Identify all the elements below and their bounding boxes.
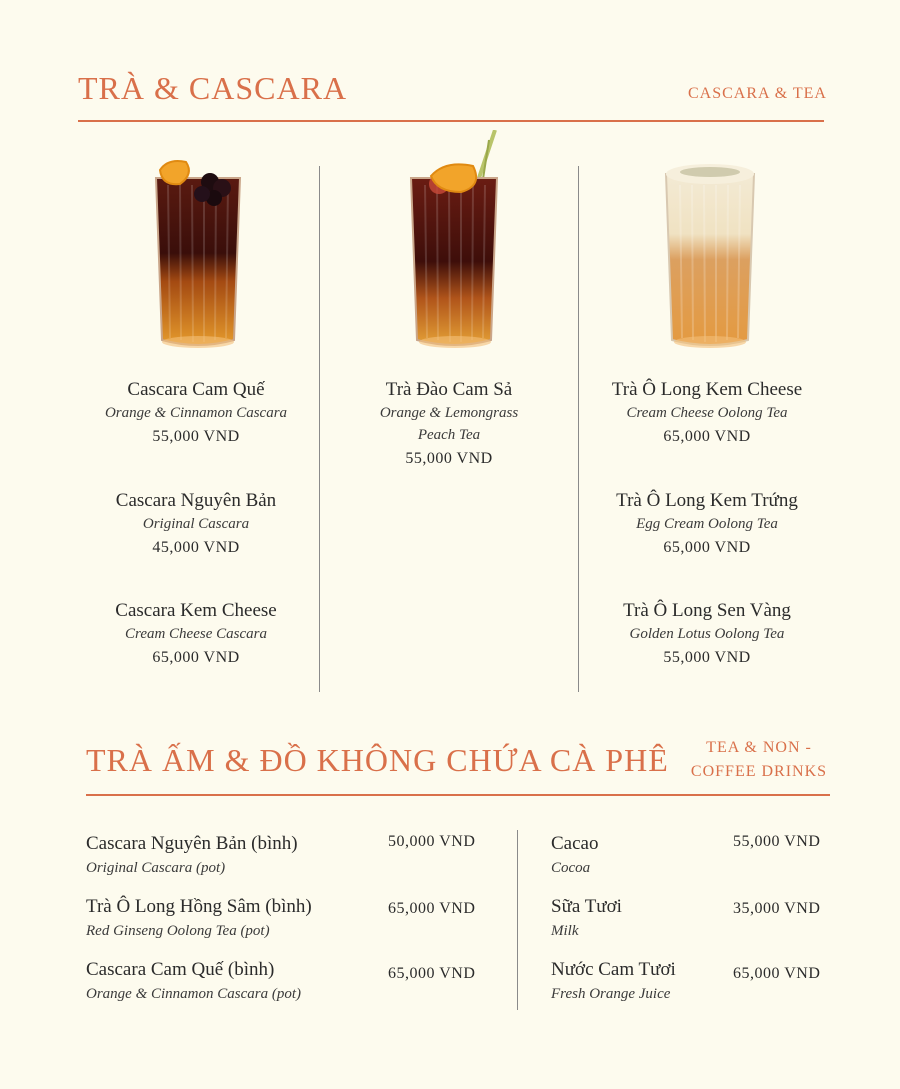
item-english-name-line2: Peach Tea xyxy=(417,427,481,443)
item-name: Cascara Nguyên Bản xyxy=(115,490,277,511)
item-english-name: Red Ginseng Oolong Tea (pot) xyxy=(86,923,270,939)
item-price: 65,000 VND xyxy=(663,539,751,556)
section-subtitle-non-coffee xyxy=(688,736,830,784)
item-english-name: Fresh Orange Juice xyxy=(551,986,671,1002)
item-name: Cascara Kem Cheese xyxy=(115,600,277,621)
item-name: Trà Đào Cam Sả xyxy=(385,379,513,400)
item-english-name: Original Cascara xyxy=(142,516,250,532)
item-name: Sữa Tươi xyxy=(551,896,622,917)
menu-item xyxy=(582,599,832,671)
item-price: 65,000 VND xyxy=(663,428,751,445)
list-item xyxy=(551,957,831,1005)
item-name: Cascara Cam Quế xyxy=(127,379,265,400)
item-price: 65,000 VND xyxy=(152,649,240,666)
item-english-name: Orange & Cinnamon Cascara xyxy=(104,405,288,421)
item-english-name: Original Cascara (pot) xyxy=(86,860,226,876)
section-divider xyxy=(78,120,824,122)
item-price: 65,000 VND xyxy=(388,900,476,917)
section-divider xyxy=(86,794,830,796)
cascara-orange-glass-icon xyxy=(138,140,258,370)
item-english-name: Milk xyxy=(551,923,579,939)
list-item xyxy=(551,894,831,942)
peach-lemongrass-tea-glass-icon xyxy=(395,130,515,360)
section-title-non-coffee: TRÀ ẤM & ĐỒ KHÔNG CHỨA CÀ PHÊ xyxy=(86,742,669,778)
item-name: Cascara Nguyên Bản (bình) xyxy=(86,833,298,854)
item-price: 50,000 VND xyxy=(388,833,476,850)
item-name: Trà Ô Long Kem Cheese xyxy=(611,379,803,400)
item-name: Cacao xyxy=(551,833,599,854)
list-item xyxy=(551,831,831,879)
item-english-name: Cocoa xyxy=(551,860,591,876)
item-price: 55,000 VND xyxy=(663,649,751,666)
section-subtitle-line1: TEA & NON - xyxy=(706,739,812,756)
menu-item xyxy=(324,378,574,472)
item-price: 55,000 VND xyxy=(152,428,240,445)
item-name: Cascara Cam Quế (bình) xyxy=(86,959,275,980)
item-english-name: Cream Cheese Cascara xyxy=(125,626,267,642)
menu-item xyxy=(71,489,321,561)
column-divider xyxy=(578,166,579,692)
item-english-name: Orange & Lemongrass xyxy=(379,405,519,421)
item-price: 45,000 VND xyxy=(152,539,240,556)
item-price: 55,000 VND xyxy=(405,450,493,467)
list-item xyxy=(86,831,486,879)
menu-item xyxy=(71,378,321,450)
section-title-tea-cascara: TRÀ & CASCARA xyxy=(78,70,348,106)
item-price: 55,000 VND xyxy=(733,833,821,850)
column-divider xyxy=(517,830,518,1010)
item-english-name: Orange & Cinnamon Cascara (pot) xyxy=(86,986,301,1002)
section-subtitle-tea-cascara: CASCARA & TEA xyxy=(688,85,827,102)
list-item xyxy=(86,957,486,1005)
item-name: Trà Ô Long Sen Vàng xyxy=(623,600,791,621)
item-name: Nước Cam Tươi xyxy=(551,959,676,980)
item-name: Trà Ô Long Hồng Sâm (bình) xyxy=(86,896,312,917)
menu-item xyxy=(582,489,832,561)
menu-item xyxy=(71,599,321,671)
section-subtitle-line2: COFFEE DRINKS xyxy=(690,763,828,780)
item-price: 65,000 VND xyxy=(388,965,476,982)
item-price: 65,000 VND xyxy=(733,965,821,982)
menu-item xyxy=(582,378,832,450)
item-english-name: Cream Cheese Oolong Tea xyxy=(626,405,788,421)
item-price: 35,000 VND xyxy=(733,900,821,917)
list-item xyxy=(86,894,486,942)
item-name: Trà Ô Long Kem Trứng xyxy=(616,490,798,511)
item-english-name: Egg Cream Oolong Tea xyxy=(636,516,778,532)
cheese-oolong-glass-icon xyxy=(650,140,770,370)
item-english-name: Golden Lotus Oolong Tea xyxy=(629,626,785,642)
